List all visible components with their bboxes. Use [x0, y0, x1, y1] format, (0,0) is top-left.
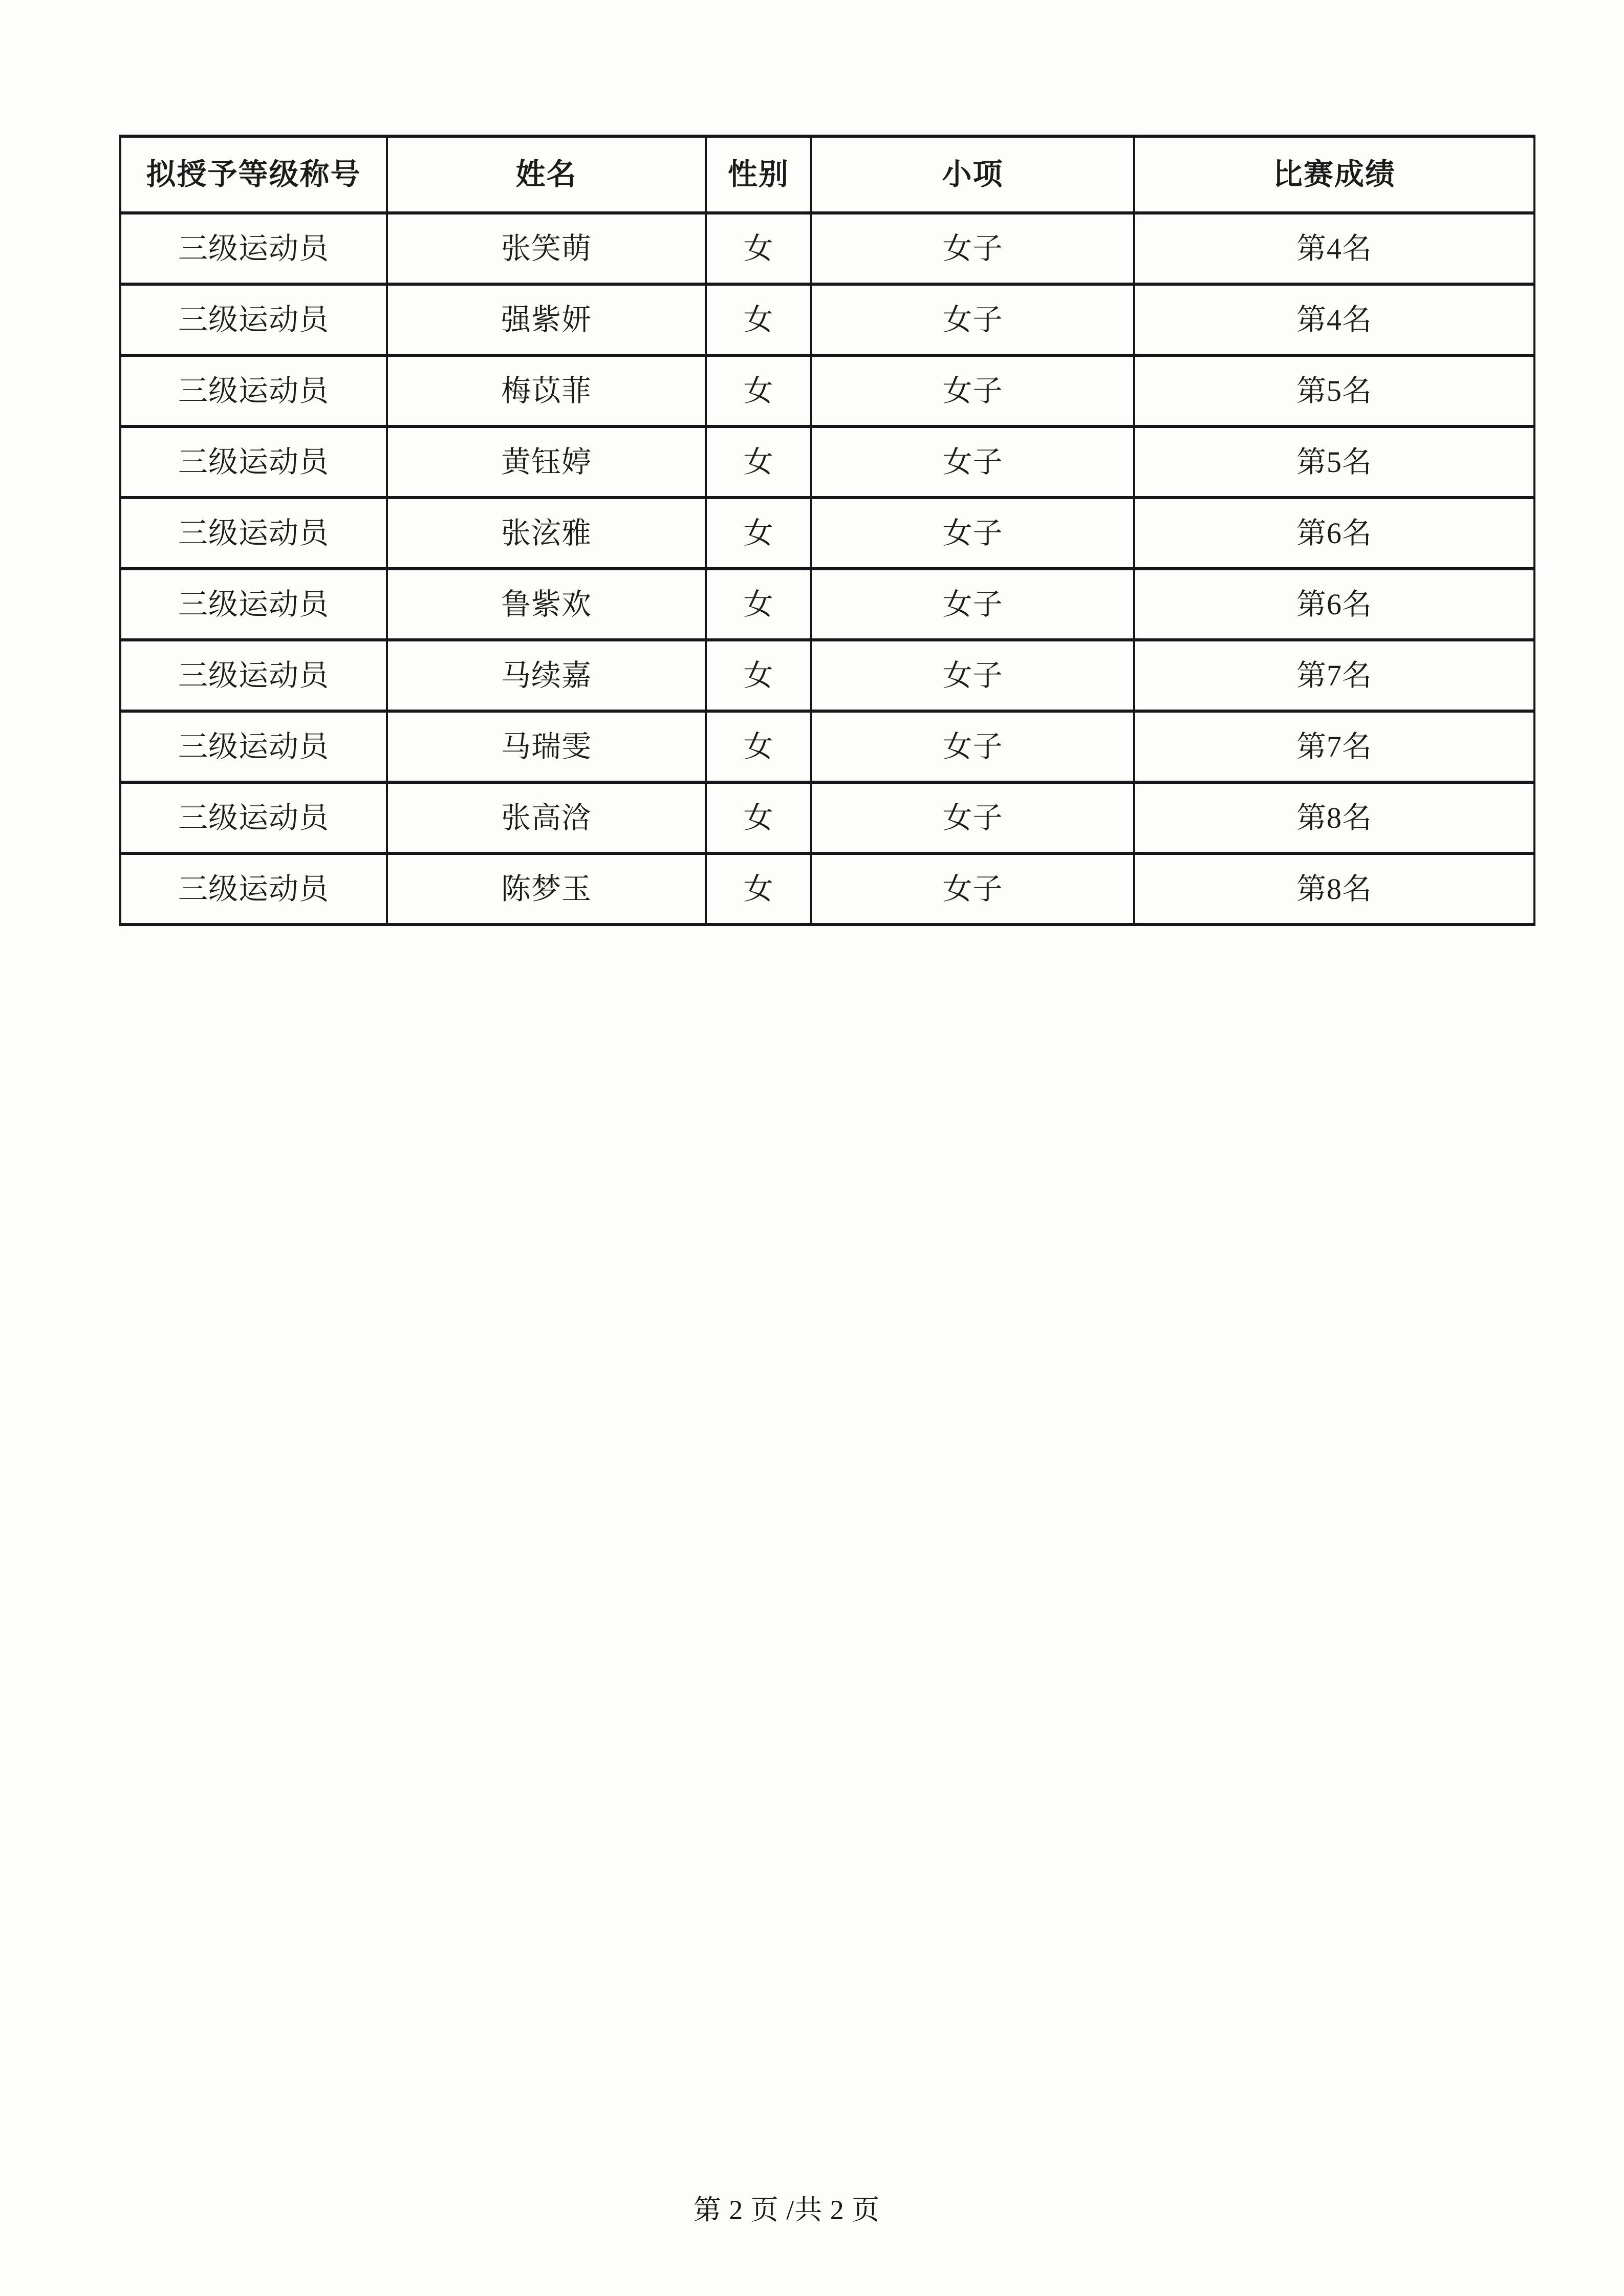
cell-event: 女子 [811, 426, 1134, 498]
cell-result: 第8名 [1134, 853, 1534, 925]
cell-gender: 女 [706, 711, 811, 782]
table-row [120, 853, 1534, 925]
cell-event: 女子 [811, 213, 1134, 284]
cell-result: 第7名 [1134, 640, 1534, 711]
table-row [120, 213, 1534, 284]
cell-name: 张笑萌 [387, 213, 706, 284]
cell-event: 女子 [811, 355, 1134, 426]
cell-result: 第5名 [1134, 355, 1534, 426]
cell-result: 第6名 [1134, 569, 1534, 640]
table-row [120, 426, 1534, 498]
cell-grade-title: 三级运动员 [120, 498, 387, 569]
cell-result: 第4名 [1134, 213, 1534, 284]
cell-event: 女子 [811, 782, 1134, 853]
cell-result: 第7名 [1134, 711, 1534, 782]
page-number-footer: 第 2 页 /共 2 页 [693, 2195, 880, 2225]
cell-grade-title: 三级运动员 [120, 782, 387, 853]
cell-event: 女子 [811, 853, 1134, 925]
cell-name: 陈梦玉 [387, 853, 706, 925]
table-row [120, 711, 1534, 782]
table-row [120, 355, 1534, 426]
cell-name: 张高浛 [387, 782, 706, 853]
cell-grade-title: 三级运动员 [120, 284, 387, 355]
cell-name: 鲁紫欢 [387, 569, 706, 640]
cell-gender: 女 [706, 355, 811, 426]
cell-gender: 女 [706, 569, 811, 640]
table-row [120, 569, 1534, 640]
cell-gender: 女 [706, 853, 811, 925]
athlete-grade-roster-table [119, 135, 1535, 926]
cell-name: 黄钰婷 [387, 426, 706, 498]
cell-name: 梅苡菲 [387, 355, 706, 426]
column-header-grade-title: 拟授予等级称号 [120, 136, 387, 213]
cell-gender: 女 [706, 284, 811, 355]
cell-grade-title: 三级运动员 [120, 355, 387, 426]
cell-grade-title: 三级运动员 [120, 711, 387, 782]
cell-gender: 女 [706, 426, 811, 498]
cell-result: 第8名 [1134, 782, 1534, 853]
table-header-row [120, 136, 1534, 213]
cell-event: 女子 [811, 640, 1134, 711]
cell-result: 第4名 [1134, 284, 1534, 355]
cell-result: 第6名 [1134, 498, 1534, 569]
cell-gender: 女 [706, 640, 811, 711]
cell-grade-title: 三级运动员 [120, 640, 387, 711]
cell-grade-title: 三级运动员 [120, 213, 387, 284]
table-row [120, 640, 1534, 711]
cell-grade-title: 三级运动员 [120, 426, 387, 498]
cell-name: 张泫雅 [387, 498, 706, 569]
table-row [120, 498, 1534, 569]
cell-grade-title: 三级运动员 [120, 569, 387, 640]
column-header-event: 小项 [811, 136, 1134, 213]
column-header-result: 比赛成绩 [1134, 136, 1534, 213]
cell-event: 女子 [811, 498, 1134, 569]
column-header-gender: 性别 [706, 136, 811, 213]
cell-event: 女子 [811, 569, 1134, 640]
cell-event: 女子 [811, 711, 1134, 782]
cell-grade-title: 三级运动员 [120, 853, 387, 925]
column-header-name: 姓名 [387, 136, 706, 213]
cell-name: 马瑞雯 [387, 711, 706, 782]
cell-gender: 女 [706, 782, 811, 853]
cell-gender: 女 [706, 213, 811, 284]
cell-event: 女子 [811, 284, 1134, 355]
cell-result: 第5名 [1134, 426, 1534, 498]
table-row [120, 782, 1534, 853]
cell-name: 马续嘉 [387, 640, 706, 711]
table-row [120, 284, 1534, 355]
cell-gender: 女 [706, 498, 811, 569]
cell-name: 强紫妍 [387, 284, 706, 355]
